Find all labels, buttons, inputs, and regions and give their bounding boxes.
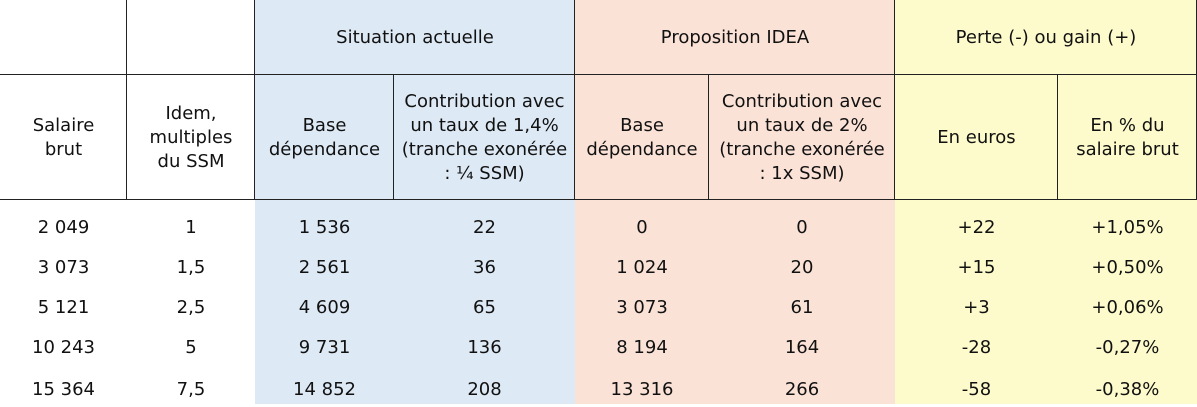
cell-base-proposition: 1 024 bbox=[616, 257, 668, 278]
cell-contrib-actuelle: 22 bbox=[473, 217, 496, 238]
cell-base-actuelle: 9 731 bbox=[298, 337, 351, 358]
group-header-delta: Perte (-) ou gain (+) bbox=[955, 26, 1137, 48]
cell-en-pct: +0,50% bbox=[1091, 257, 1164, 278]
col-header-en-pct: En % du salaire brut bbox=[1076, 114, 1179, 160]
cell-contrib-actuelle: 36 bbox=[473, 257, 496, 278]
cell-salaire: 10 243 bbox=[32, 337, 95, 358]
cell-base-proposition: 13 316 bbox=[610, 379, 674, 400]
cell-base-actuelle: 14 852 bbox=[293, 379, 356, 400]
cell-base-actuelle: 4 609 bbox=[298, 297, 351, 318]
col-header-contrib-actuelle: Contribution avec un taux de 1,4% (tranche exonérée : ¼ SSM) bbox=[401, 90, 568, 184]
group-header-proposal: Proposition IDEA bbox=[660, 26, 810, 48]
cell-en-euros: -58 bbox=[961, 379, 992, 400]
cell-base-proposition: 3 073 bbox=[616, 297, 668, 318]
grid-line bbox=[0, 199, 1197, 200]
cell-multiples: 5 bbox=[185, 337, 197, 358]
group-header-current: Situation actuelle bbox=[336, 26, 494, 48]
cell-base-proposition: 0 bbox=[636, 217, 648, 238]
cell-contrib-proposition: 164 bbox=[784, 337, 820, 358]
cell-salaire: 15 364 bbox=[32, 379, 95, 400]
cell-en-pct: +1,05% bbox=[1091, 217, 1164, 238]
cell-salaire: 2 049 bbox=[37, 217, 90, 238]
cell-salaire: 5 121 bbox=[37, 297, 90, 318]
cell-multiples: 1,5 bbox=[176, 257, 206, 278]
grid-line bbox=[126, 0, 127, 200]
cell-base-actuelle: 1 536 bbox=[298, 217, 351, 238]
col-header-contrib-proposition: Contribution avec un taux de 2% (tranche exonérée : 1x SSM) bbox=[719, 90, 885, 184]
grid-line bbox=[574, 0, 575, 200]
cell-en-pct: +0,06% bbox=[1091, 297, 1164, 318]
cell-en-euros: +22 bbox=[957, 217, 996, 238]
cell-en-euros: +15 bbox=[957, 257, 996, 278]
cell-contrib-proposition: 0 bbox=[796, 217, 808, 238]
cell-contrib-proposition: 20 bbox=[790, 257, 814, 278]
col-header-base-proposition: Base dépendance bbox=[586, 114, 698, 160]
cell-base-proposition: 8 194 bbox=[616, 337, 668, 358]
grid-line bbox=[708, 75, 709, 200]
col-header-salaire: Salaire brut bbox=[32, 114, 95, 160]
cell-contrib-actuelle: 208 bbox=[467, 379, 502, 400]
cell-contrib-actuelle: 136 bbox=[467, 337, 502, 358]
cell-contrib-proposition: 61 bbox=[790, 297, 814, 318]
grid-line bbox=[254, 0, 255, 200]
cell-en-euros: -28 bbox=[961, 337, 992, 358]
col-header-base-actuelle: Base dépendance bbox=[268, 114, 381, 160]
col-header-en-euros: En euros bbox=[937, 126, 1016, 148]
cell-en-pct: -0,27% bbox=[1095, 337, 1160, 358]
cell-multiples: 1 bbox=[185, 217, 197, 238]
grid-line bbox=[0, 74, 1197, 75]
grid-line bbox=[894, 0, 895, 200]
cell-contrib-actuelle: 65 bbox=[473, 297, 496, 318]
col-header-multiples: Idem, multiples du SSM bbox=[149, 102, 233, 172]
cell-multiples: 2,5 bbox=[176, 297, 206, 318]
cell-en-pct: -0,38% bbox=[1095, 379, 1160, 400]
cell-contrib-proposition: 266 bbox=[784, 379, 820, 400]
cell-salaire: 3 073 bbox=[37, 257, 90, 278]
cell-en-euros: +3 bbox=[963, 297, 990, 318]
cell-base-actuelle: 2 561 bbox=[298, 257, 351, 278]
cell-multiples: 7,5 bbox=[176, 379, 206, 400]
grid-line bbox=[1057, 75, 1058, 200]
grid-line bbox=[393, 75, 394, 200]
